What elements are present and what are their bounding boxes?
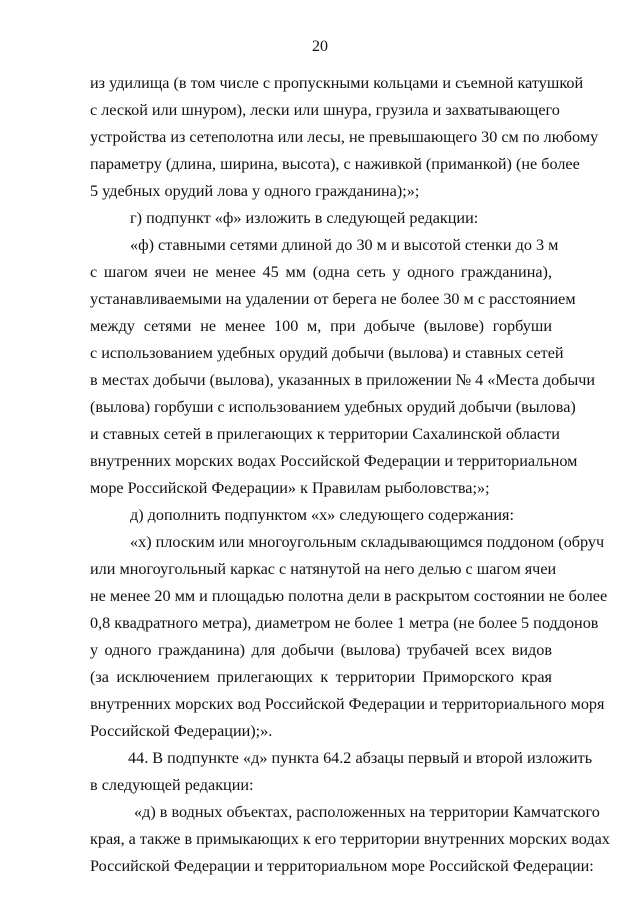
paragraph-start-line: г) подпункт «ф» изложить в следующей редакции:: [130, 209, 479, 227]
text-line: устанавливаемыми на удалении от берега не более 30 м с расстоянием: [90, 290, 576, 308]
paragraph-start-line: д) дополнить подпунктом «х» следующего содержания:: [130, 506, 514, 524]
text-line: 0,8 квадратного метра), диаметром не более 1 метра (не более 5 поддонов: [90, 614, 599, 632]
text-line: (за исключением прилегающих к территории Приморского края: [90, 668, 552, 686]
text-line: (вылова) горбуши с использованием удебных орудий добычи (вылова): [90, 398, 576, 416]
text-line: не менее 20 мм и площадью полотна дели в раскрытом состоянии не более: [90, 587, 608, 605]
text-line: 5 удебных орудий лова у одного гражданина);»;: [90, 182, 420, 200]
text-line: с использованием удебных орудий добычи (вылова) и ставных сетей: [90, 344, 564, 362]
paragraph-start-line: «д) в водных объектах, расположенных на территории Камчатского: [134, 803, 600, 821]
paragraph-start-line: 44. В подпункте «д» пункта 64.2 абзацы первый и второй изложить: [128, 749, 593, 767]
text-line: параметру (длина, ширина, высота), с наживкой (приманкой) (не более: [90, 155, 580, 173]
text-line: края, а также в примыкающих к его территории внутренних морских водах: [90, 830, 610, 848]
text-line: с шагом ячеи не менее 45 мм (одна сеть у одного гражданина),: [90, 263, 552, 281]
text-line: в местах добычи (вылова), указанных в приложении № 4 «Места добычи: [90, 371, 596, 389]
text-line: устройства из сетеполотна или лесы, не превышающего 30 см по любому: [90, 128, 599, 146]
text-line: море Российской Федерации» к Правилам рыболовства;»;: [90, 479, 490, 497]
paragraph-start-line: «ф) ставными сетями длиной до 30 м и высотой стенки до 3 м: [130, 236, 559, 254]
text-line: из удилища (в том числе с пропускными кольцами и съемной катушкой: [90, 74, 584, 92]
text-line: внутренних морских вод Российской Федерации и территориального моря: [90, 695, 605, 713]
text-line: или многоугольный каркас с натянутой на него делью с шагом ячеи: [90, 560, 557, 578]
text-line: с леской или шнуром), лески или шнура, грузила и захватывающего: [90, 101, 560, 119]
text-line: в следующей редакции:: [90, 776, 254, 794]
text-line: внутренних морских водах Российской Федерации и территориальном: [90, 452, 578, 470]
page-number: 20: [312, 38, 328, 55]
text-line: у одного гражданина) для добычи (вылова) трубачей всех видов: [90, 641, 552, 659]
text-line: Российской Федерации и территориальном море Российской Федерации:: [90, 857, 594, 875]
text-line: между сетями не менее 100 м, при добыче (вылове) горбуши: [90, 317, 552, 335]
paragraph-start-line: «х) плоским или многоугольным складывающимся поддоном (обруч: [130, 533, 605, 551]
text-line: Российской Федерации);».: [90, 722, 273, 740]
document-body: [90, 70, 610, 880]
text-line: и ставных сетей в прилегающих к территории Сахалинской области: [90, 425, 560, 443]
